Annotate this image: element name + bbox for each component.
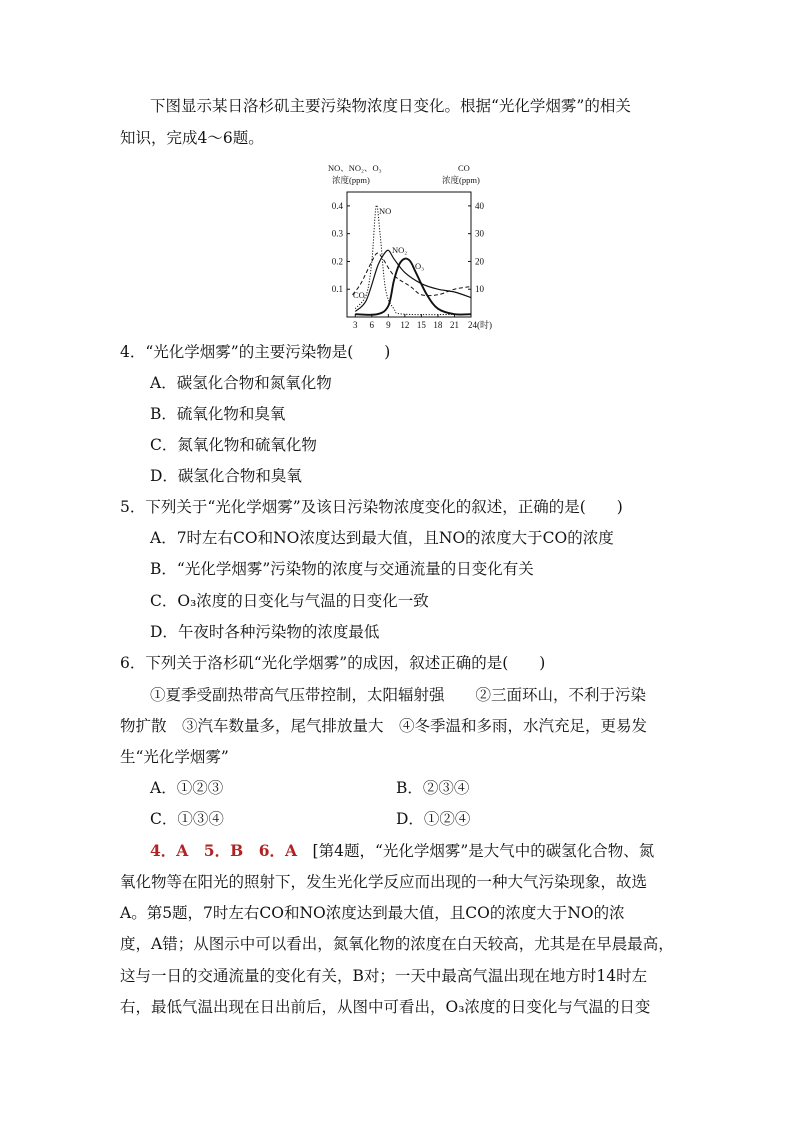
series-label-no2: NO₂ xyxy=(392,245,408,255)
answer-line-4: 度，A错；从图示中可以看出，氮氧化物的浓度在白天较高，尤其是在早晨最高， xyxy=(120,935,674,953)
x-tick-label: 12 xyxy=(400,320,410,330)
x-tick-label: 9 xyxy=(386,320,391,330)
right-axis-title-2: 浓度(ppm) xyxy=(442,175,480,185)
question-4-option-d: D．碳氢化合物和臭氧 xyxy=(150,467,302,485)
question-5-option-b: B．“光化学烟雾”污染物的浓度与交通流量的日变化有关 xyxy=(150,560,534,578)
question-6-option-a: A．①②③ xyxy=(150,779,224,797)
question-5-option-a: A．7时左右CO和NO浓度达到最大值，且NO的浓度大于CO的浓度 xyxy=(150,529,614,547)
x-tick-label: 24(时) xyxy=(468,320,492,330)
series-label-o3: O₃ xyxy=(415,261,425,271)
answer-text-1: [第4题，“光化学烟雾”是大气中的碳氢化合物、氮 xyxy=(312,842,655,860)
answer-line-1 xyxy=(150,841,710,861)
answer-line-2: 氧化物等在阳光的照射下，发生光化学反应而出现的一种大气污染现象，故选 xyxy=(120,873,648,891)
left-tick-label: 0.2 xyxy=(331,256,343,267)
question-6-statement-3: 生“光化学烟雾” xyxy=(120,748,229,766)
right-tick-label: 20 xyxy=(475,256,484,267)
x-tick-label: 18 xyxy=(433,320,443,330)
question-4-option-c: C．氮氧化物和硫氧化物 xyxy=(150,436,317,454)
question-6-statement-2: 物扩散 ③汽车数量多，尾气排放量大 ④冬季温和多雨，水汽充足，更易发 xyxy=(120,717,648,735)
answer-line-5: 这与一日的交通流量的变化有关，B对；一天中最高气温出现在地方时14时左 xyxy=(120,967,648,985)
question-4-option-b: B．硫氧化物和臭氧 xyxy=(150,405,286,423)
question-6-option-c: C．①③④ xyxy=(150,810,224,828)
pollutant-chart xyxy=(322,160,502,332)
intro-line-1: 下图显示某日洛杉矶主要污染物浓度日变化。根据“光化学烟雾”的相关 xyxy=(150,97,631,115)
question-6-stem: 6．下列关于洛杉矶“光化学烟雾”的成因，叙述正确的是( ) xyxy=(120,654,546,672)
series-line-O₃ xyxy=(355,259,471,315)
question-5-option-c: C．O₃浓度的日变化与气温的日变化一致 xyxy=(150,592,429,610)
left-axis-title-1: NO、NO₂、O₃ xyxy=(328,163,382,173)
question-6-statement-1: ①夏季受副热带高气压带控制，太阳辐射强 ②三面环山，不利于污染 xyxy=(150,686,647,704)
intro-line-2: 知识，完成4～6题。 xyxy=(120,129,264,147)
left-axis-title-2: 浓度(ppm) xyxy=(332,175,370,185)
answer-line-3: A。第5题，7时左右CO和NO浓度达到最大值，且CO的浓度大于NO的浓 xyxy=(120,904,625,922)
left-tick-label: 0.1 xyxy=(331,284,343,295)
question-6-option-d: D．①②④ xyxy=(396,810,471,828)
question-6-option-b: B．②③④ xyxy=(396,779,470,797)
answer-line-6: 右，最低气温出现在日出前后，从图中可看出，O₃浓度的日变化与气温的日变 xyxy=(120,998,651,1016)
question-4-stem: 4．“光化学烟雾”的主要污染物是( ) xyxy=(120,343,391,361)
answer-key: 4．A 5．B 6．A xyxy=(150,841,298,860)
right-tick-label: 40 xyxy=(475,200,484,211)
series-label-co: CO xyxy=(353,290,365,300)
question-5-option-d: D．午夜时各种污染物的浓度最低 xyxy=(150,623,380,641)
right-axis-title-1: CO xyxy=(458,163,470,173)
plot-frame xyxy=(347,192,471,317)
question-5-stem: 5．下列关于“光化学烟雾”及该日污染物浓度变化的叙述，正确的是( ) xyxy=(120,498,623,516)
left-tick-label: 0.4 xyxy=(331,200,343,211)
right-tick-label: 30 xyxy=(475,228,484,239)
x-axis-ticks xyxy=(353,314,492,330)
right-tick-label: 10 xyxy=(475,284,484,295)
x-tick-label: 21 xyxy=(449,320,459,330)
x-tick-label: 15 xyxy=(416,320,426,330)
series-label-no: NO xyxy=(379,206,392,216)
right-axis-ticks xyxy=(468,201,485,294)
question-4-option-a: A．碳氢化合物和氮氧化物 xyxy=(150,374,332,392)
series-lines xyxy=(353,205,471,315)
left-tick-label: 0.3 xyxy=(331,228,343,239)
x-tick-label: 6 xyxy=(369,320,375,330)
x-tick-label: 3 xyxy=(353,320,358,330)
